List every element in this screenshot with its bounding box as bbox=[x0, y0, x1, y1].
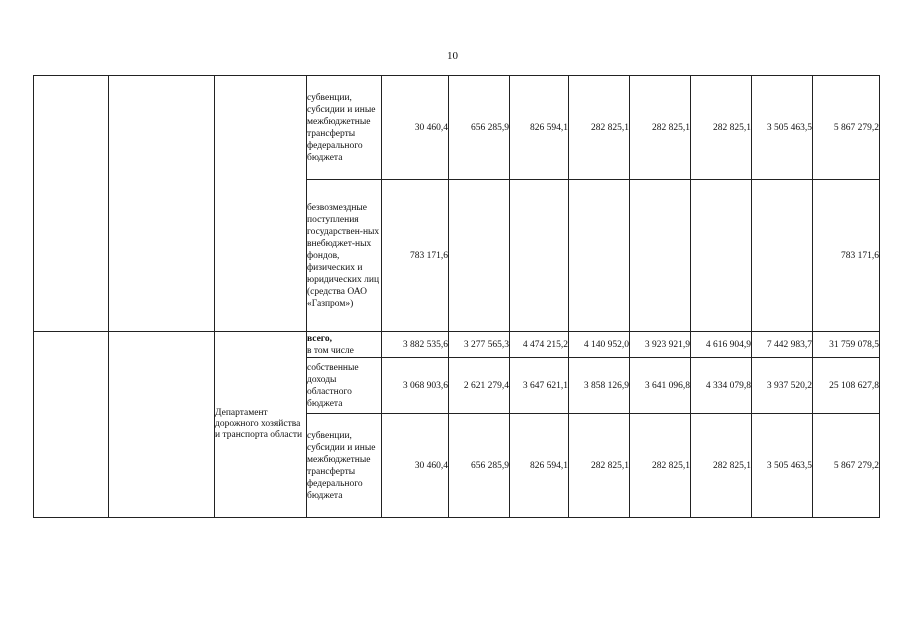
value-cell bbox=[510, 180, 569, 332]
value-cell: 4 140 952,0 bbox=[569, 332, 630, 358]
value-cell: 4 474 215,2 bbox=[510, 332, 569, 358]
value-cell: 282 825,1 bbox=[691, 76, 752, 180]
table-row bbox=[34, 76, 880, 180]
value-cell: 25 108 627,8 bbox=[813, 358, 880, 414]
department-cell: Департамент дорожного хозяйства и транспорта области bbox=[215, 332, 307, 518]
funding-source-cell bbox=[307, 332, 382, 358]
value-cell: 282 825,1 bbox=[569, 76, 630, 180]
value-cell: 3 505 463,5 bbox=[752, 76, 813, 180]
value-cell: 3 641 096,8 bbox=[630, 358, 691, 414]
funding-source-cell: субвенции, субсидии и иные межбюджетные трансферты федерального бюджета bbox=[307, 76, 382, 180]
value-cell bbox=[569, 180, 630, 332]
value-cell: 783 171,6 bbox=[382, 180, 449, 332]
value-cell: 282 825,1 bbox=[569, 414, 630, 518]
value-cell: 31 759 078,5 bbox=[813, 332, 880, 358]
value-cell: 3 647 621,1 bbox=[510, 358, 569, 414]
value-cell bbox=[449, 180, 510, 332]
empty-cell bbox=[215, 76, 307, 332]
empty-cell bbox=[109, 332, 215, 518]
value-cell: 282 825,1 bbox=[630, 76, 691, 180]
funding-source-cell: собственные доходы областного бюджета bbox=[307, 358, 382, 414]
total-label: всего, bbox=[307, 333, 332, 344]
value-cell: 3 882 535,6 bbox=[382, 332, 449, 358]
including-label: в том числе bbox=[307, 345, 354, 356]
value-cell: 7 442 983,7 bbox=[752, 332, 813, 358]
value-cell: 30 460,4 bbox=[382, 76, 449, 180]
empty-cell bbox=[34, 332, 109, 518]
table-row bbox=[34, 332, 880, 358]
value-cell: 282 825,1 bbox=[630, 414, 691, 518]
funding-source-cell: безвозмездные поступления государствен-ных внебюджет-ных фондов, физических и юридических лиц (средства ОАО «Газпром») bbox=[307, 180, 382, 332]
value-cell: 5 867 279,2 bbox=[813, 76, 880, 180]
value-cell: 5 867 279,2 bbox=[813, 414, 880, 518]
value-cell: 3 923 921,9 bbox=[630, 332, 691, 358]
empty-cell bbox=[109, 76, 215, 332]
value-cell: 656 285,9 bbox=[449, 76, 510, 180]
empty-cell bbox=[34, 76, 109, 332]
budget-table bbox=[33, 75, 880, 518]
value-cell bbox=[691, 180, 752, 332]
value-cell: 3 505 463,5 bbox=[752, 414, 813, 518]
value-cell: 30 460,4 bbox=[382, 414, 449, 518]
funding-source-cell: субвенции, субсидии и иные межбюджетные трансферты федерального бюджета bbox=[307, 414, 382, 518]
value-cell: 3 937 520,2 bbox=[752, 358, 813, 414]
value-cell: 3 068 903,6 bbox=[382, 358, 449, 414]
value-cell: 282 825,1 bbox=[691, 414, 752, 518]
value-cell: 4 334 079,8 bbox=[691, 358, 752, 414]
value-cell: 826 594,1 bbox=[510, 414, 569, 518]
value-cell: 783 171,6 bbox=[813, 180, 880, 332]
value-cell: 656 285,9 bbox=[449, 414, 510, 518]
value-cell: 826 594,1 bbox=[510, 76, 569, 180]
value-cell: 2 621 279,4 bbox=[449, 358, 510, 414]
page-number: 10 bbox=[447, 50, 458, 62]
value-cell bbox=[630, 180, 691, 332]
value-cell: 3 858 126,9 bbox=[569, 358, 630, 414]
value-cell: 3 277 565,3 bbox=[449, 332, 510, 358]
value-cell bbox=[752, 180, 813, 332]
value-cell: 4 616 904,9 bbox=[691, 332, 752, 358]
